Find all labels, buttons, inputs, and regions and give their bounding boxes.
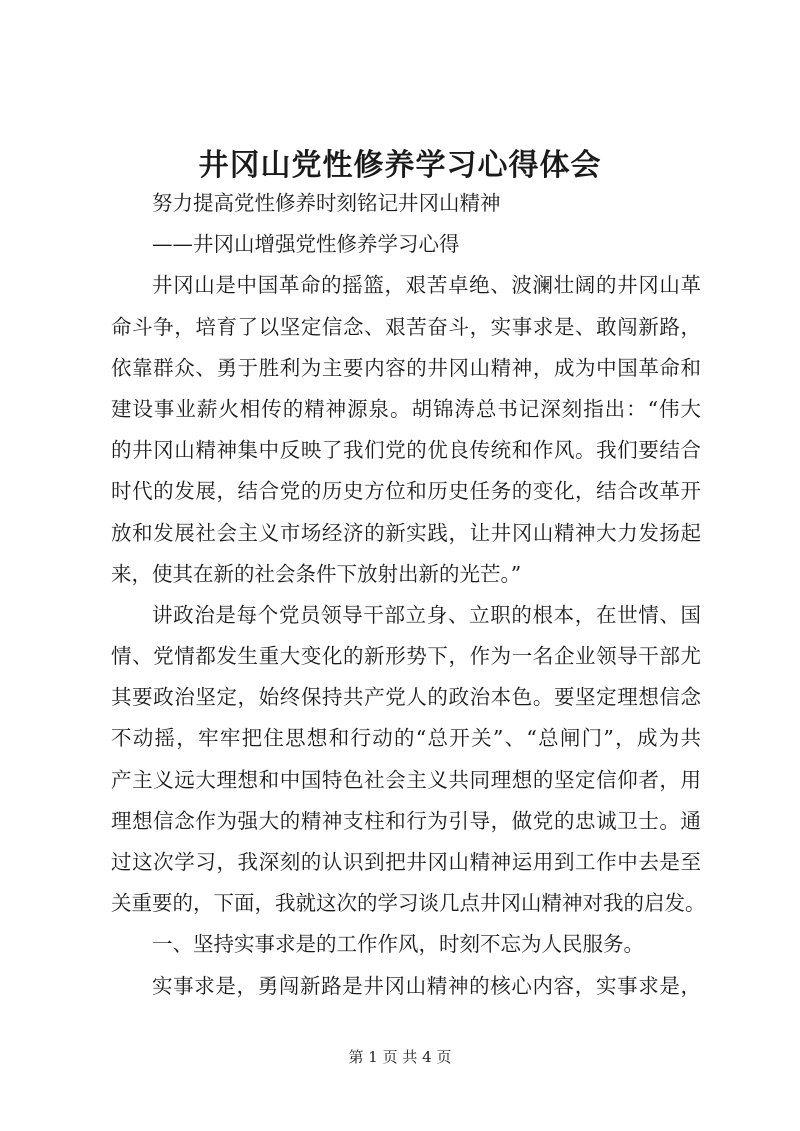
section-heading-1: 一、坚持实事求是的工作作风，时刻不忘为人民服务。: [152, 932, 644, 957]
paragraph-line: 实事求是，勇闯新路是井冈山精神的核心内容，实事求是，: [152, 973, 701, 998]
paragraph-line: 不动摇，牢牢把住思想和行动的“总开关”、“总闸门”，成为共: [111, 726, 701, 751]
paragraph-line: 过这次学习，我深刻的认识到把井冈山精神运用到工作中去是至: [111, 850, 701, 874]
paragraph-line: 情、党情都发生重大变化的新形势下，作为一名企业领导干部尤: [111, 644, 701, 669]
paragraph-line: 建设事业薪火相传的精神源泉。胡锦涛总书记深刻指出：“伟大: [111, 396, 701, 421]
paragraph-line: 来，使其在新的社会条件下放射出新的光芒。”: [111, 561, 522, 586]
subtitle-line-1: 努力提高党性修养时刻铭记井冈山精神: [152, 191, 501, 215]
paragraph-line: 讲政治是每个党员领导干部立身、立职的根本，在世情、国: [152, 602, 701, 627]
document-body: [111, 183, 706, 1007]
subtitle-line-2: ——井冈山增强党性修养学习心得: [152, 232, 460, 257]
paragraph-line: 井冈山是中国革命的摇篮，艰苦卓绝、波澜壮阔的井冈山革: [152, 273, 701, 298]
paragraph-line: 理想信念作为强大的精神支柱和行为引导，做党的忠诚卫士。通: [111, 808, 701, 833]
paragraph-line: 命斗争，培育了以坚定信念、艰苦奋斗，实事求是、敢闯新路，: [111, 314, 701, 339]
paragraph-line: 其要政治坚定，始终保持共产党人的政治本色。要坚定理想信念: [111, 685, 701, 710]
paragraph-2: [111, 595, 706, 925]
paragraph-line: 的井冈山精神集中反映了我们党的优良传统和作风。我们要结合: [111, 438, 701, 463]
paragraph-line: 产主义远大理想和中国特色社会主义共同理想的坚定信仰者，用: [111, 767, 701, 792]
page-footer: 第 1 页 共 4 页: [348, 1048, 452, 1066]
paragraph-line: 依靠群众、勇于胜利为主要内容的井冈山精神，成为中国革命和: [111, 355, 701, 380]
paragraph-line: 时代的发展，结合党的历史方位和历史任务的变化，结合改革开: [111, 479, 701, 504]
document-title: 井冈山党性修养学习心得体会: [198, 148, 602, 183]
paragraph-line: 放和发展社会主义市场经济的新实践，让井冈山精神大力发扬起: [111, 520, 701, 545]
paragraph-line: 关重要的，下面，我就这次的学习谈几点井冈山精神对我的启发。: [111, 891, 706, 916]
paragraph-1: [111, 265, 701, 595]
